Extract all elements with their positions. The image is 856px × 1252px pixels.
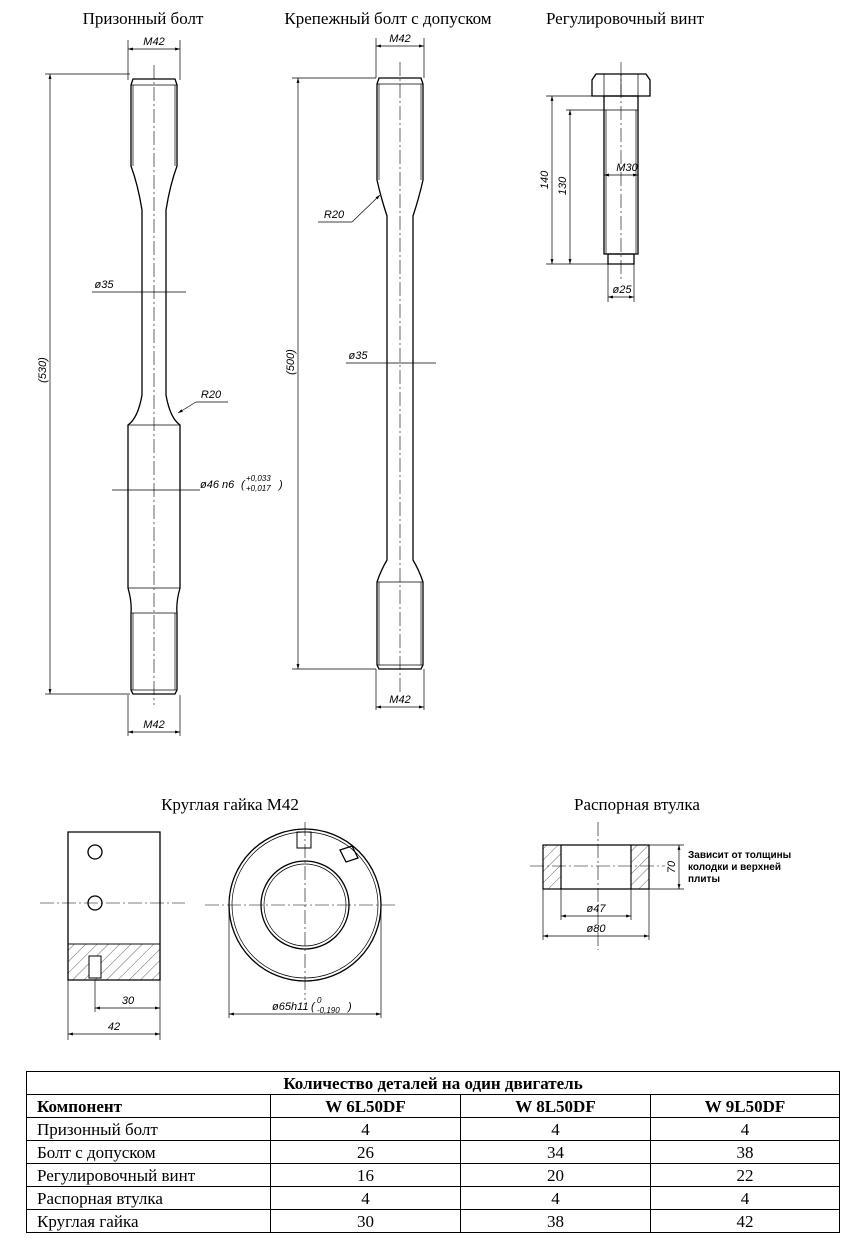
fitted-bolt-drawing [37, 36, 283, 736]
row-name: Распорная втулка [27, 1187, 271, 1210]
tolerance-bolt-thread-top: M42 [389, 33, 411, 45]
fitted-bolt-tol-lower: +0,017 [246, 484, 271, 493]
row-value: 4 [271, 1187, 461, 1210]
row-value: 30 [271, 1210, 461, 1233]
table-header-8l: W 8L50DF [461, 1095, 651, 1118]
row-value: 4 [461, 1118, 651, 1141]
svg-text:): ) [348, 1001, 352, 1013]
sleeve-height: 70 [666, 860, 678, 874]
round-nut-side-drawing [40, 832, 185, 1040]
row-value: 42 [651, 1210, 840, 1233]
title-tolerance-bolt: Крепежный болт с допуском [284, 9, 492, 28]
tolerance-bolt-drawing [285, 33, 436, 710]
svg-text:(: ( [311, 1001, 315, 1013]
title-fitted-bolt: Призонный болт [82, 9, 204, 28]
table-row [27, 1210, 840, 1233]
sleeve-inner-dia: ø47 [586, 903, 606, 915]
fitted-bolt-tol-upper: +0,033 [246, 474, 271, 483]
table-row [27, 1118, 840, 1141]
round-nut-front-drawing [205, 822, 398, 1018]
row-name: Призонный болт [27, 1118, 271, 1141]
tolerance-bolt-length: (500) [285, 349, 297, 375]
table-row [27, 1164, 840, 1187]
sleeve-note-line3: плиты [688, 874, 720, 885]
table-header-6l: W 6L50DF [271, 1095, 461, 1118]
fitted-bolt-fit-dia: ø46 n6 [200, 479, 235, 491]
table-row [27, 1187, 840, 1210]
row-name: Круглая гайка [27, 1210, 271, 1233]
table-row [27, 1141, 840, 1164]
title-round-nut: Круглая гайка М42 [161, 795, 299, 814]
row-value: 38 [461, 1210, 651, 1233]
screw-len-shank: 130 [557, 176, 569, 196]
title-spacer-sleeve: Распорная втулка [574, 795, 700, 814]
sleeve-note-line1: Зависит от толщины [688, 850, 792, 861]
table-title: Количество деталей на один двигатель [27, 1072, 840, 1095]
fitted-bolt-radius: R20 [200, 389, 222, 401]
svg-text:(: ( [241, 479, 245, 491]
tolerance-bolt-radius: R20 [323, 209, 345, 221]
row-value: 20 [461, 1164, 651, 1187]
fitted-bolt-length: (530) [37, 357, 49, 383]
row-name: Болт с допуском [27, 1141, 271, 1164]
fitted-bolt-thread-bottom: M42 [143, 719, 165, 731]
row-value: 4 [651, 1187, 840, 1210]
tolerance-bolt-thread-bottom: M42 [389, 694, 411, 706]
row-value: 16 [271, 1164, 461, 1187]
row-value: 4 [461, 1187, 651, 1210]
nut-dim-30: 30 [121, 995, 135, 1007]
row-value: 34 [461, 1141, 651, 1164]
nut-outer-dia: ø65h11 [272, 1001, 309, 1013]
table-title-row [27, 1072, 840, 1095]
row-value: 4 [271, 1118, 461, 1141]
sleeve-note-line2: колодки и верхней [688, 862, 781, 873]
row-name: Регулировочный винт [27, 1164, 271, 1187]
adjusting-screw-drawing [539, 62, 650, 302]
screw-tip-dia: ø25 [612, 284, 632, 296]
screw-len-total: 140 [539, 170, 551, 190]
title-adjusting-screw: Регулировочный винт [545, 9, 705, 28]
sleeve-outer-dia: ø80 [586, 923, 606, 935]
spacer-sleeve-drawing [530, 822, 791, 950]
table-header-9l: W 9L50DF [651, 1095, 840, 1118]
tolerance-bolt-shank-dia: ø35 [348, 350, 368, 362]
nut-tol-upper: 0 [317, 996, 322, 1005]
svg-text:): ) [279, 479, 283, 491]
fitted-bolt-shank-dia: ø35 [94, 279, 114, 291]
row-value: 22 [651, 1164, 840, 1187]
nut-tol-lower: -0,190 [317, 1006, 340, 1015]
row-value: 4 [651, 1118, 840, 1141]
table-header-row [27, 1095, 840, 1118]
table-header-component: Компонент [27, 1095, 271, 1118]
row-value: 26 [271, 1141, 461, 1164]
quantity-table [26, 1071, 840, 1233]
fitted-bolt-thread-top: M42 [143, 36, 165, 48]
screw-thread: M30 [616, 162, 638, 174]
nut-dim-42: 42 [107, 1021, 121, 1033]
row-value: 38 [651, 1141, 840, 1164]
